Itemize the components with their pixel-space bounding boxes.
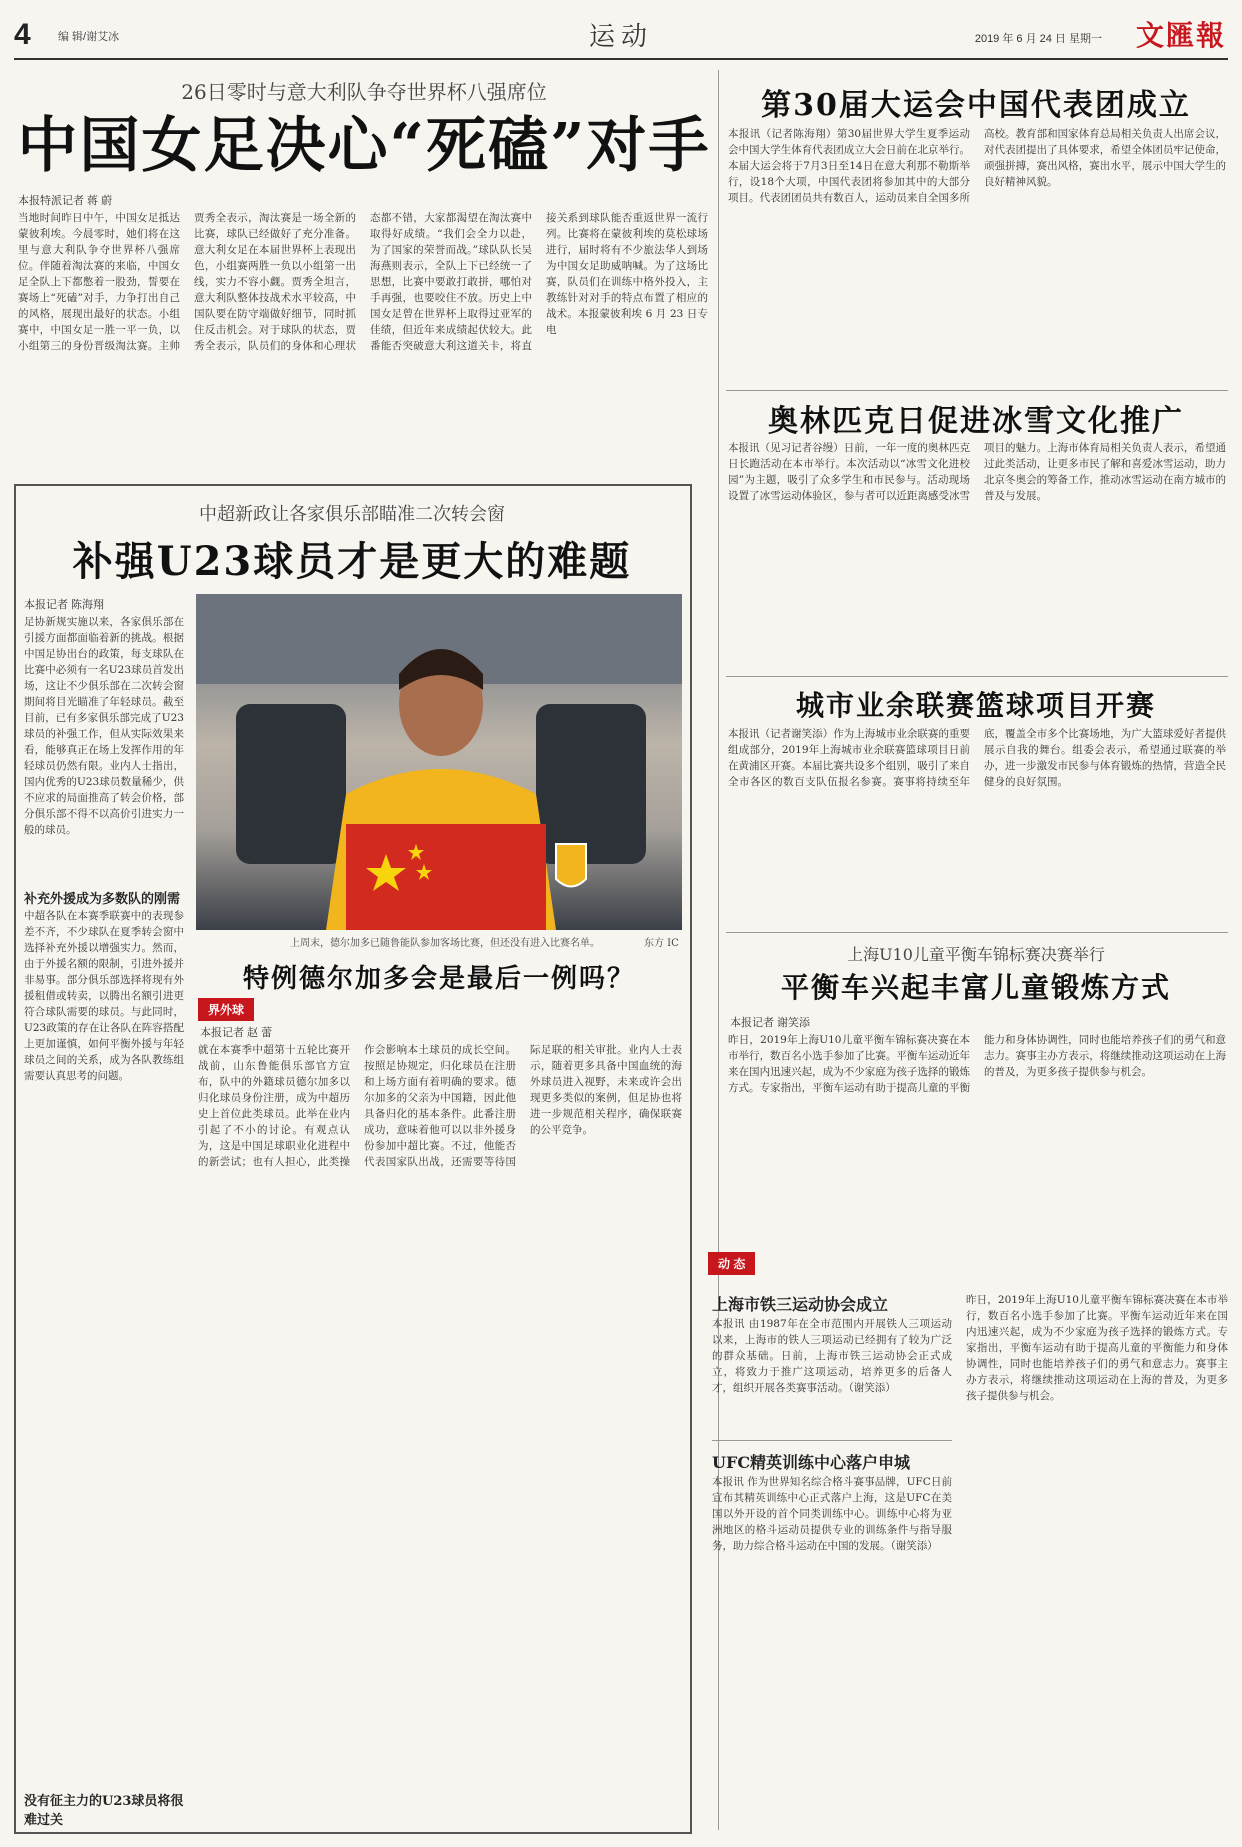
story4-byline: 本报记者 谢笑添: [730, 1017, 811, 1029]
player-photo: [196, 594, 682, 930]
sub-story-body: 就在本赛季中超第十五轮比赛开战前，山东鲁能俱乐部官方宣布，队中的外籍球员德尔加多以归化球员身份注册，成为中超历史上首位此类球员。此举在业内引起了不小的讨论。有观点认为，这是中国足球职业化进程中的新尝试；也有人担心，此类操作会影响本土球员的成长空间。按照足协规定，归化球员在注册和上场方面有着明确的要求。德尔加多的父亲为中国籍，因此他具备归化的基本条件。此番注册成功，意味着他可以以非外援身份参加中超比赛。不过，他能否代表国家队出战，还需要等待国际足联的相关审批。业内人士表示，随着更多具备中国血统的海外球员进入视野，未来或许会出现更多类似的案例，但足协也将进一步规范相关程序，确保联赛的公平竞争。: [198, 1044, 682, 1168]
header-rule: [14, 58, 1228, 60]
story4-headline: 平衡车兴起丰富儿童锻炼方式: [780, 971, 1171, 1004]
issue-date: 2019 年 6 月 24 日 星期一: [974, 33, 1102, 45]
story-divider: [712, 1440, 952, 1441]
news-flash-tag: 动 态: [708, 1252, 755, 1275]
photo-credit: 东方 IC: [644, 938, 679, 949]
featured-kicker: 中超新政让各家俱乐部瞄准二次转会窗: [199, 504, 505, 525]
lead-headline: 中国女足决心“死磕”对手: [17, 111, 711, 181]
lead-kicker: 26日零时与意大利队争夺世界杯八强席位: [181, 80, 547, 104]
sub-story-headline: 特例德尔加多会是最后一例吗？: [242, 964, 635, 994]
flash2-body: 本报讯 作为世界知名综合格斗赛事品牌，UFC日前宣布其精英训练中心正式落户上海，这是UFC在美国以外开设的首个同类训练中心。训练中心将为亚洲地区的格斗运动员提供专业的训练条件与指导服务，助力综合格斗运动在中国的发展。（谢笑添）: [712, 1476, 952, 1552]
newspaper-brand: 文匯報: [1135, 19, 1226, 52]
story-divider: [726, 676, 1228, 677]
featured-subhead-2: 没有征主力的U23球员将很难过关: [24, 1794, 184, 1828]
featured-subhead: 补充外援成为多数队的刚需: [24, 892, 181, 907]
page-editor: 编 辑/谢艾冰: [58, 31, 120, 43]
page-number: 4: [14, 18, 31, 51]
featured-byline: 本报记者 陈海翔: [24, 599, 105, 611]
sub-story-tag: 界外球: [198, 998, 254, 1021]
story2-body: 本报讯（见习记者谷缦）日前，一年一度的奥林匹克日长跑活动在本市举行。本次活动以“冰雪文化进校园”为主题，吸引了众多学生和市民参与。活动现场设置了冰雪运动体验区，参与者可以近距离感受冰雪项目的魅力。上海市体育局相关负责人表示，希望通过此类活动，让更多市民了解和喜爱冰雪运动，助力北京冬奥会的筹备工作，推动冰雪运动在南方城市的普及与发展。: [728, 442, 1226, 502]
story3-body: 本报讯（记者谢笑添）作为上海城市业余联赛的重要组成部分，2019年上海城市业余联赛篮球项目日前在黄浦区开赛。本届比赛共设多个组别，吸引了来自全市各区的数百支队伍报名参赛。赛事将持续至年底，覆盖全市多个比赛场地，为广大篮球爱好者提供展示自我的舞台。组委会表示，希望通过联赛的举办，进一步激发市民参与体育锻炼的热情，营造全民健身的良好氛围。: [728, 728, 1226, 788]
flash1-headline: 上海市铁三运动协会成立: [712, 1295, 889, 1314]
featured-headline: 补强U23球员才是更大的难题: [72, 538, 632, 585]
sub-story-byline: 本报记者 赵 蕾: [200, 1027, 273, 1039]
story2-headline: 奥林匹克日促进冰雪文化推广: [768, 404, 1184, 439]
lead-byline: 本报特派记者 蒋 蔚: [18, 195, 113, 207]
story1-body: 本报讯（记者陈海翔）第30届世界大学生夏季运动会中国大学生体育代表团成立大会日前在北京举行。本届大运会将于7月3日至14日在意大利那不勒斯举行，设18个大项，中国代表团将参加其中的大部分项目。代表团团员共有数百人，运动员来自全国多所高校。教育部和国家体育总局相关负责人出席会议，对代表团提出了具体要求，希望全体团员牢记使命，顽强拼搏，赛出风格，赛出水平，展示中国大学生的良好精神风貌。: [728, 128, 1226, 204]
story-divider: [726, 932, 1228, 933]
flash-continued-body: 昨日，2019年上海U10儿童平衡车锦标赛决赛在本市举行，数百名小选手参加了比赛。平衡车运动近年来在国内迅速兴起，成为不少家庭为孩子选择的锻炼方式。专家指出，平衡车运动有助于提高儿童的平衡能力和身体协调性，同时也能培养孩子们的勇气和意志力。赛事主办方表示，将继续推动这项运动在上海的普及，为更多孩子提供参与机会。: [966, 1294, 1228, 1402]
photo-caption: 上周末，德尔加多已随鲁能队参加客场比赛，但还没有进入比赛名单。: [290, 938, 600, 949]
featured-body-2: 中超各队在本赛季联赛中的表现参差不齐，不少球队在夏季转会窗中选择补充外援以增强实力。然而，由于外援名额的限制，引进外援并非易事。部分俱乐部选择将现有外援租借或转卖，以腾出名额引进更符合球队需要的球员。与此同时，U23政策的存在让各队在阵容搭配上更加谨慎，如何平衡外援与年轻球员之间的关系，成为各队教练组需要认真思考的问题。: [24, 910, 184, 1082]
flash2-headline: UFC精英训练中心落户申城: [712, 1453, 911, 1472]
lead-body: 当地时间昨日中午，中国女足抵达蒙彼利埃。今晨零时，她们将在这里与意大利队争夺世界杯八强席位。伴随着淘汰赛的来临，中国女足全队上下都憋着一股劲，誓要在赛场上“死磕”对手，力争打出自己的风格，展现出最好的状态。小组赛中，中国女足一胜一平一负，以小组第三的身份晋级淘汰赛。主帅贾秀全表示，淘汰赛是一场全新的比赛，球队已经做好了充分准备。意大利女足在本届世界杯上表现出色，小组赛两胜一负以小组第一出线，实力不容小觑。贾秀全坦言，意大利队整体技战术水平较高，中国队要在防守端做好细节，同时抓住反击机会。对于球队的状态，贾秀全表示，队员们的身体和心理状态都不错，大家都渴望在淘汰赛中取得好成绩。“我们会全力以赴，为了国家的荣誉而战。”球队队长吴海燕则表示，全队上下已经统一了思想，比赛中要敢打敢拼，哪怕对手再强，也要咬住不放。历史上中国女足曾在世界杯上取得过亚军的佳绩，但近年来成绩起伏较大。此番能否突破意大利这道关卡，将直接关系到球队能否重返世界一流行列。比赛将在蒙彼利埃的莫松球场进行，届时将有不少旅法华人到场为中国女足助威呐喊。为了这场比赛，队员们在训练中格外投入，主教练针对对手的特点布置了相应的战术。本报蒙彼利埃 6 月 23 日专电: [18, 212, 708, 352]
story4-body: 昨日，2019年上海U10儿童平衡车锦标赛决赛在本市举行，数百名小选手参加了比赛。平衡车运动近年来在国内迅速兴起，成为不少家庭为孩子选择的锻炼方式。专家指出，平衡车运动有助于提高儿童的平衡能力和身体协调性，同时也能培养孩子们的勇气和意志力。赛事主办方表示，将继续推动这项运动在上海的普及，为更多孩子提供参与机会。: [728, 1034, 1226, 1094]
featured-body: 足协新规实施以来，各家俱乐部在引援方面都面临着新的挑战。根据中国足协出台的政策，每支球队在比赛中必须有一名U23球员首发出场，这让不少俱乐部在二次转会窗期间将目光瞄准了年轻球员。截至目前，已有多家俱乐部完成了U23球员的补强工作，但从实际效果来看，能够真正在场上发挥作用的年轻球员仍然有限。业内人士指出，国内优秀的U23球员数量稀少，供不应求的局面推高了转会价格，部分俱乐部不得不以高价引进实力一般的球员。: [24, 616, 184, 836]
player-illustration: [196, 594, 682, 930]
story4-kicker: 上海U10儿童平衡车锦标赛决赛举行: [847, 945, 1105, 964]
flash1-body: 本报讯 由1987年在全市范围内开展铁人三项运动以来，上海市的铁人三项运动已经拥有了较为广泛的群众基础。日前，上海市铁三运动协会正式成立，将致力于推广这项运动，培养更多的后备人才，组织开展各类赛事活动。（谢笑添）: [712, 1318, 952, 1394]
story1-headline: 第30届大运会中国代表团成立: [761, 88, 1191, 123]
story3-headline: 城市业余联赛篮球项目开赛: [795, 689, 1156, 722]
story-divider: [726, 390, 1228, 391]
section-title: 运动: [588, 22, 653, 52]
